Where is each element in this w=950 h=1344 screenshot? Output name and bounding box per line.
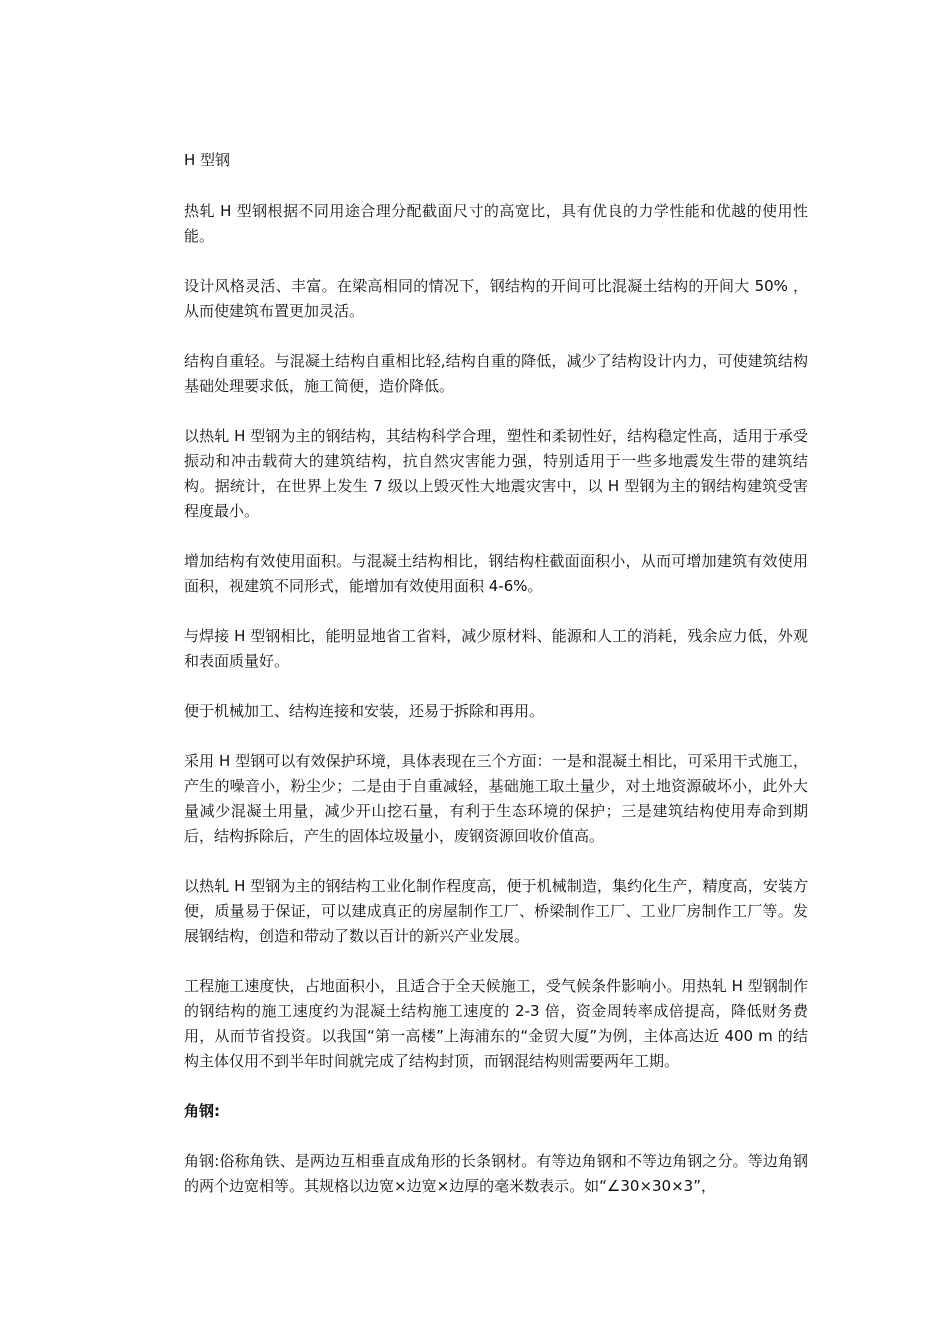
document-title: H 型钢 (184, 151, 231, 169)
paragraph-industrialization: 以热轧 H 型钢为主的钢结构工业化制作程度高，便于机械制造，集约化生产，精度高，安装方便，质量易于保证，可以建成真正的房屋制作工厂、桥梁制作工厂、工业厂房制作工厂等。发展钢结构，创造和带动了数以百计的新兴产业发展。 (184, 877, 808, 945)
paragraph-design-flexibility: 设计风格灵活、丰富。在梁高相同的情况下，钢结构的开间可比混凝土结构的开间大 50% ，从而使建筑布置更加灵活。 (184, 277, 808, 320)
paragraph-machining: 便于机械加工、结构连接和安装，还易于拆除和再用。 (184, 702, 545, 720)
paragraph-intro: 热轧 H 型钢根据不同用途合理分配截面尺寸的高宽比，具有优良的力学性能和优越的使用性能。 (184, 202, 808, 245)
paragraph-environment: 采用 H 型钢可以有效保护环境，具体表现在三个方面：一是和混凝土相比，可采用干式施工，产生的噪音小，粉尘少；二是由于自重减轻，基础施工取土量少，对土地资源破坏小，此外大量减少混凝土用量，减少开山挖石量，有利于生态环境的保护；三是建筑结构使用寿命到期后，结构拆除后，产生的固体垃圾量小，废钢资源回收价值高。 (184, 752, 808, 845)
paragraph-vs-welded: 与焊接 H 型钢相比，能明显地省工省料，减少原材料、能源和人工的消耗，残余应力低，外观和表面质量好。 (184, 627, 808, 670)
section-heading-angle-steel: 角钢: (184, 1102, 220, 1120)
paragraph-usable-area: 增加结构有效使用面积。与混凝土结构相比，钢结构柱截面面积小，从而可增加建筑有效使用面积，视建筑不同形式，能增加有效使用面积 4-6%。 (184, 552, 808, 595)
paragraph-seismic-resistance: 以热轧 H 型钢为主的钢结构，其结构科学合理，塑性和柔韧性好，结构稳定性高，适用于承受振动和冲击载荷大的建筑结构，抗自然灾害能力强，特别适用于一些多地震发生带的建筑结构。据统计，在世界上发生 7 级以上毁灭性大地震灾害中，以 H 型钢为主的钢结构建筑受害程度最小。 (184, 427, 808, 520)
document-body (184, 148, 808, 1224)
paragraph-angle-steel: 角钢:俗称角铁、是两边互相垂直成角形的长条钢材。有等边角钢和不等边角钢之分。等边角钢的两个边宽相等。其规格以边宽×边宽×边厚的毫米数表示。如“∠30×30×3”， (184, 1152, 808, 1195)
paragraph-construction-speed: 工程施工速度快，占地面积小，且适合于全天候施工，受气候条件影响小。用热轧 H 型钢制作的钢结构的施工速度约为混凝土结构施工速度的 2-3 倍，资金周转率成倍提高，降低财务费用，从而节省投资。以我国“第一高楼”上海浦东的“金贸大厦”为例，主体高达近 400 m 的结构主体仅用不到半年时间就完成了结构封顶，而钢混结构则需要两年工期。 (184, 977, 808, 1070)
paragraph-light-weight: 结构自重轻。与混凝土结构自重相比轻,结构自重的降低，减少了结构设计内力，可使建筑结构基础处理要求低，施工简便，造价降低。 (184, 352, 808, 395)
